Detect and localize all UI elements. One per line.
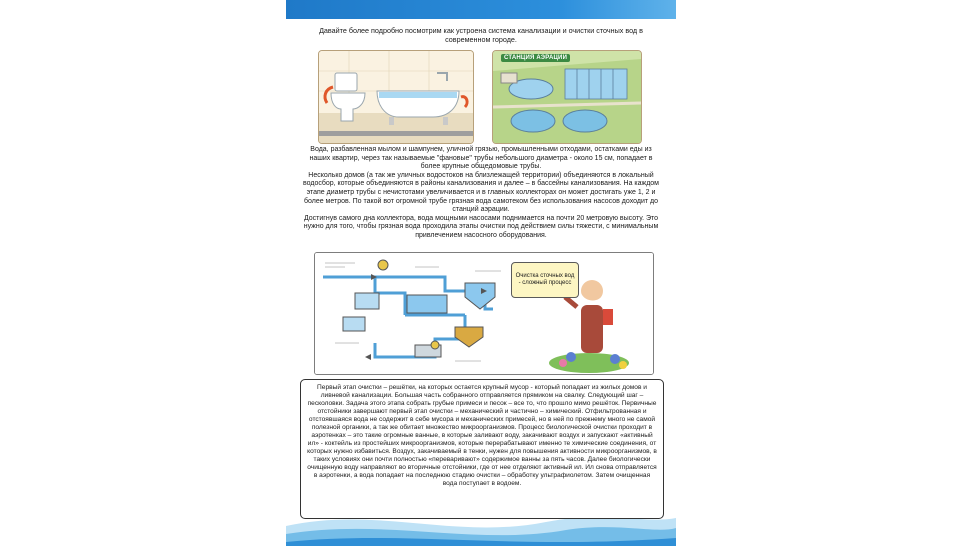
info-box [300, 379, 664, 519]
body-paragraph: Достигнув самого дна коллектора, вода мощными насосами поднимается на почти 20 метровую высоту. Это нужно для того, чтобы грязная вода проходила этапы очистки под действием силы тяжести, с минимальным привлечением насосного оборудования. [303, 214, 659, 239]
station-label: СТАНЦИЯ АЭРАЦИИ [501, 54, 570, 62]
document-page [286, 0, 676, 546]
speech-bubble-text: Очистка сточных вод - сложный процесс [515, 272, 575, 286]
bathroom-illustration [318, 50, 474, 144]
aeration-station-illustration [492, 50, 642, 144]
treatment-scheme-drawing [315, 253, 653, 374]
treatment-process-diagram [314, 252, 654, 375]
body-text [300, 146, 662, 241]
info-text: Первый этап очистки – решётки, на которых остается крупный мусор - который попадает из жилых домов и ливневой канализации. Большая часть собранного отправляется прямиком на свалку. Следующий шаг – песколовки. Задача этого этапа собрать грубые примеси и песок – все то, что прошло мимо решёток. Первичные отстойники завершают первый этап очистки – механический и частично – химический. Отфильтрованная и отстоявшаяся вода не содержит в себе мусора и механических примесей, но в ней по прежнему много не самой полезной органики, а так же обитает множество микроорганизмов. Процесс биологической очистки проходит в аэротенках – это такие огромные ванные, в которые заливают воду, закачивают воздух и запускают «активный ил» - коктейль из простейших микроорганизмов, которые перерабатывают именно те химические соединения, от которых нужно избавиться. Воздух, закачиваемый в тенки, нужен для повышения активности микроорганизмов, в таких условиях они почти полностью «переваривают» содержимое ванны за пять часов. Далее биологически очищенную воду направляют во вторичные отстойники, где от нее отделяют активный ил. Ил снова отправляется в аэротенки, а вода попадает на последнюю стадию очистки – обработку ультрафиолетом. Затем очищенная вода поступает в водоем. [307, 384, 657, 487]
speech-bubble [511, 262, 579, 298]
body-paragraph: Вода, разбавленная мылом и шампунем, уличной грязью, промышленными отходами, остатками еды из наших квартир, через так называемые "фановые" трубы небольшого диаметра - около 15 см, попадает в более крупные общедомовые трубы. [309, 146, 653, 171]
intro-text: Давайте более подробно посмотрим как устроена система канализации и очистки сточных вод в современном городе. [319, 26, 643, 44]
body-paragraph: Несколько домов (а так же уличных водостоков на близлежащей территории) объединяются в локальный водосбор, которые объединяются в районы канализования и далее – в бассейны канализования. На каждом этапе диаметр трубы с нечистотами увеличивается и в главных коллекторах он может достигать уже 1, 2 и более метров. По такой вот огромной трубе грязная вода самотеком без использования насосов доходит до станций аэрации. [302, 171, 659, 214]
header-bar [286, 0, 676, 19]
